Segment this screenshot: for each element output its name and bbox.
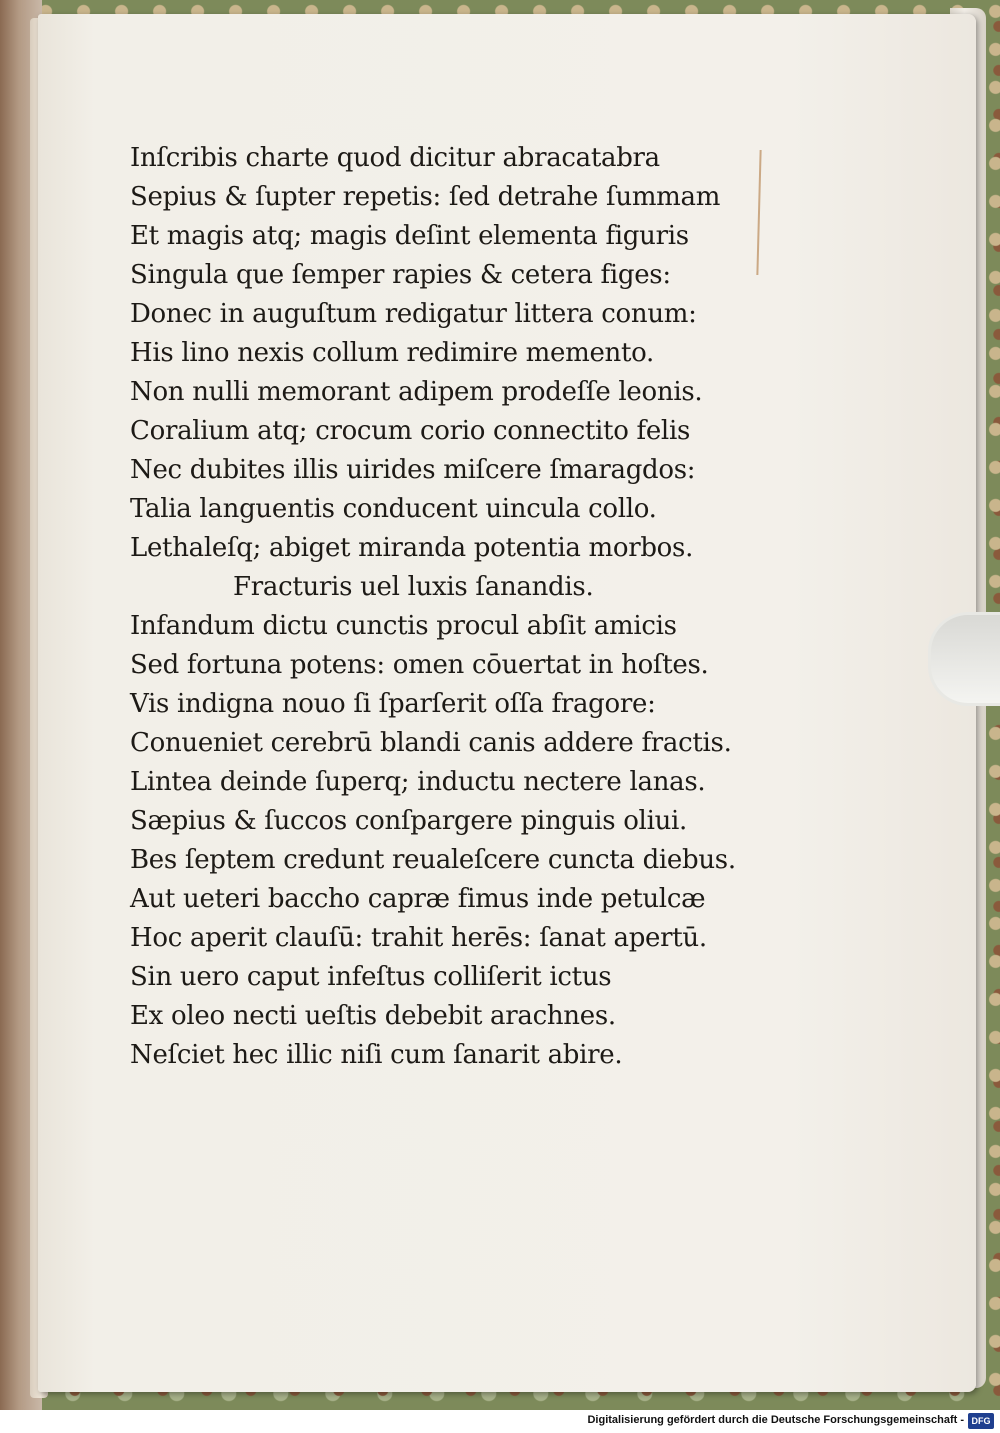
text-line: Sepius & ſupter repetis: ſed detrahe ſummam <box>130 182 721 212</box>
text-line: Sin uero caput infeſtus colliſerit ictus <box>130 962 612 992</box>
text-line: Singula que ſemper rapies & cetera figes: <box>130 260 671 290</box>
funding-credit: Digitalisierung gefördert durch die Deutsche Forschungsgemeinschaft - <box>587 1414 964 1426</box>
footer-bar <box>0 1410 1000 1433</box>
text-line: Bes ſeptem credunt reualeſcere cuncta diebus. <box>130 845 736 875</box>
dfg-logo[interactable]: DFG <box>968 1413 994 1429</box>
text-line: Ex oleo necti ueſtis debebit arachnes. <box>130 1001 616 1031</box>
text-line: Infandum dictu cunctis procul abſit amicis <box>130 611 677 641</box>
text-line: Et magis atq; magis deſint elementa figuris <box>130 221 689 251</box>
section-heading: Fracturis uel luxis ſanandis. <box>233 572 594 602</box>
text-line: Hoc aperit clauſū: trahit herēs: ſanat apertū. <box>130 923 707 953</box>
page-text-block <box>130 139 770 1075</box>
text-line: Neſciet hec illic niſi cum ſanarit abire. <box>130 1040 623 1070</box>
text-line: Conueniet cerebrū blandi canis addere fractis. <box>130 728 732 758</box>
text-line: Coralium atq; crocum corio connectito felis <box>130 416 691 446</box>
text-line: Donec in auguſtum redigatur littera conum: <box>130 299 697 329</box>
text-line: Nec dubites illis uirides miſcere ſmaragdos: <box>130 455 696 485</box>
text-line: Talia languentis conducent uincula collo. <box>130 494 657 524</box>
text-line: Sed fortuna potens: omen cōuertat in hoſtes. <box>130 650 709 680</box>
text-line: Inſcribis charte quod dicitur abracatabra <box>130 143 660 173</box>
text-line: Aut ueteri baccho capræ fimus inde petulcæ <box>130 884 706 914</box>
text-line: Vis indigna nouo ſi ſparſerit oſſa fragore: <box>130 689 656 719</box>
text-line: Sæpius & ſuccos conſpargere pinguis oliui. <box>130 806 688 836</box>
text-line: Non nulli memorant adipem prodeſſe leonis. <box>130 377 703 407</box>
text-line: His lino nexis collum redimire memento. <box>130 338 654 368</box>
text-line: Lethaleſq; abiget miranda potentia morbos. <box>130 533 694 563</box>
text-line: Lintea deinde ſuperq; inductu nectere lanas. <box>130 767 706 797</box>
paper-clip <box>928 612 1000 706</box>
